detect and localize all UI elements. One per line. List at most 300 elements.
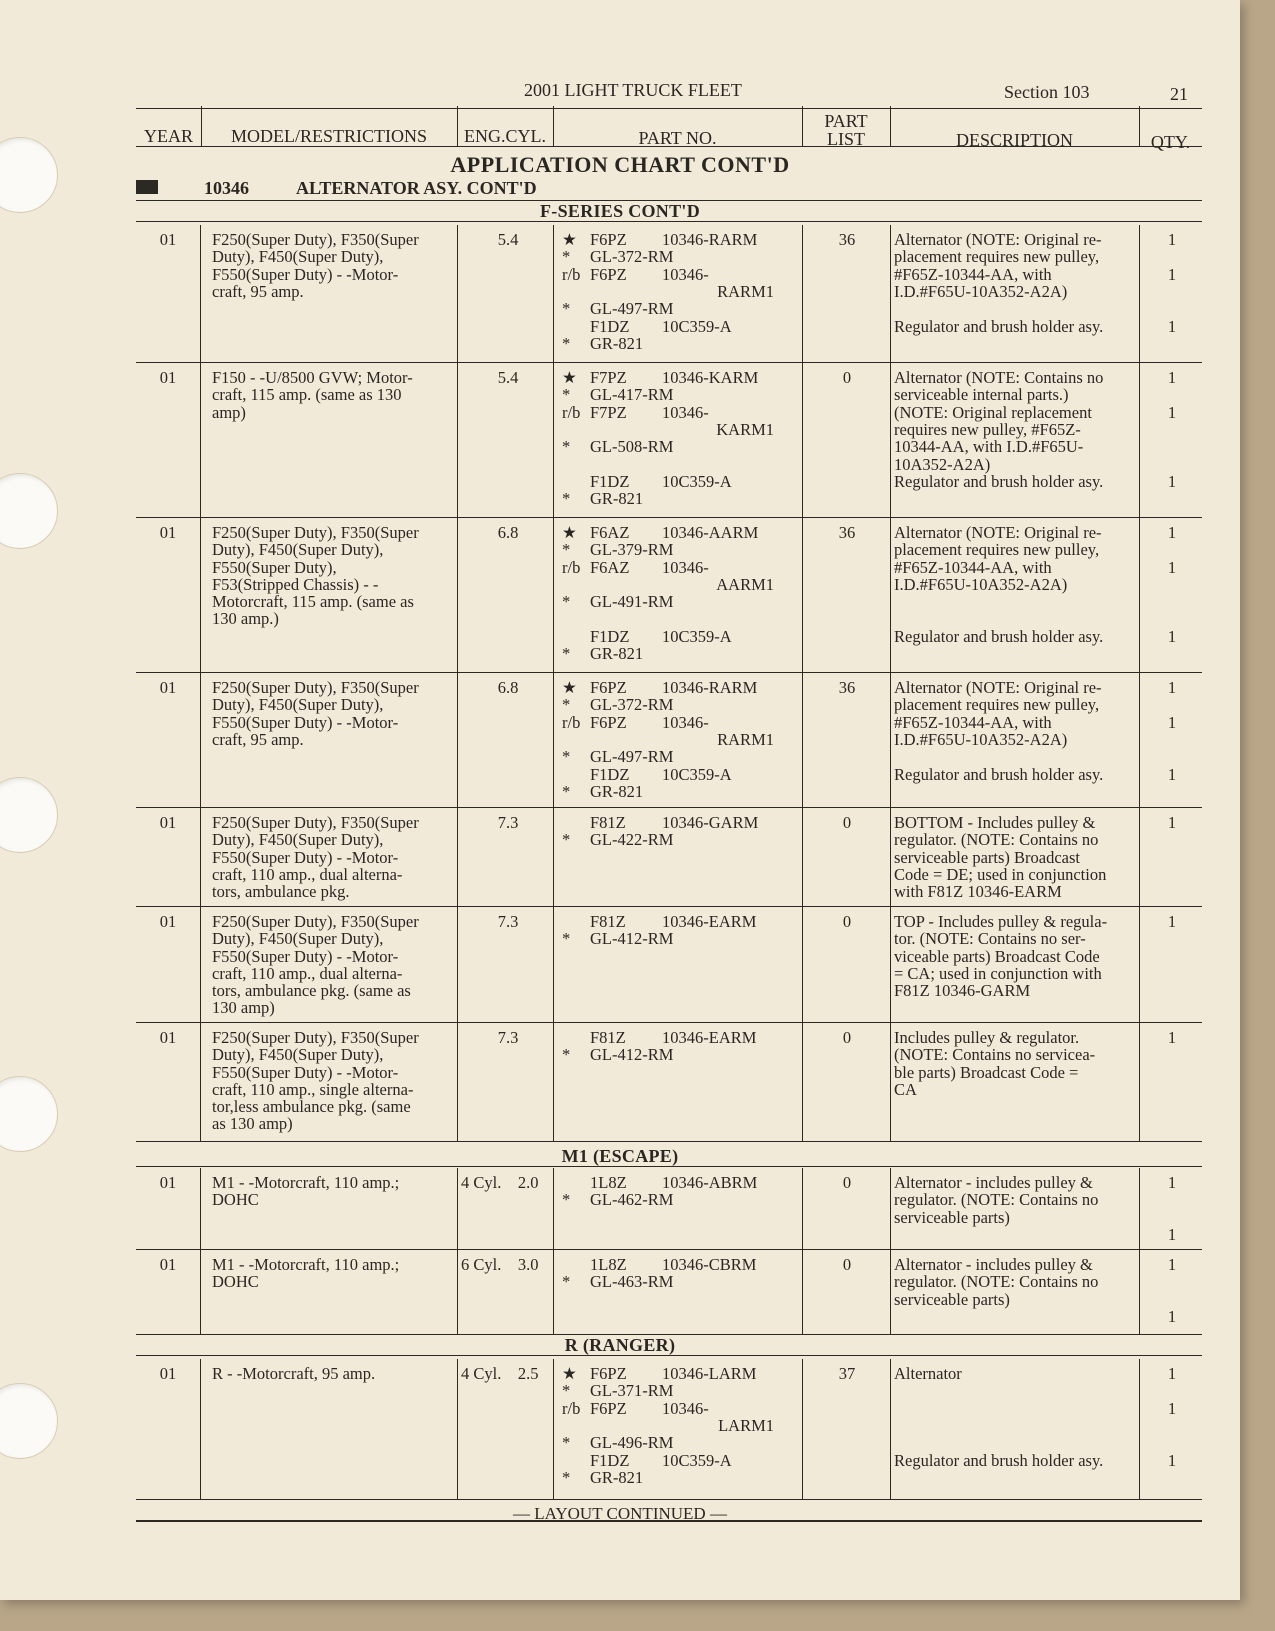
column-divider [802,1359,803,1500]
layout-continued-note: — LAYOUT CONTINUED — [513,1504,727,1523]
series-heading: F-SERIES CONT'D [539,201,701,221]
column-divider [890,1168,891,1250]
model-line: F550(Super Duty) - -Motor- [212,847,399,867]
year-cell: 01 [159,230,177,249]
model-line: F250(Super Duty), F350(Super [212,912,419,931]
part-a: GL-463-RM [590,1272,674,1292]
quantity-value: 1 [1167,557,1177,577]
column-divider [200,808,201,907]
model-line: Duty), F450(Super Duty), [212,929,384,949]
part-a: GL-417-RM [590,385,674,405]
part-pfx: r/b [562,402,581,422]
model-line: Duty), F450(Super Duty), [212,695,384,715]
part-c: 10346-KARM [662,368,759,387]
column-header-qty: QTY. [1150,132,1191,152]
model-cell [212,1029,458,1133]
part-pfx: * [562,644,571,664]
column-divider [802,673,803,808]
part-list-cell: 0 [842,368,852,387]
table-row [136,1023,1202,1142]
model-line: F550(Super Duty) - -Motor- [212,946,399,966]
part-pfx: * [562,1190,571,1210]
model-line: M1 - -Motorcraft, 110 amp.; [212,1255,400,1274]
part-pfx: r/b [562,1398,581,1418]
quantity-value: 1 [1167,912,1177,931]
column-header-model: MODEL/RESTRICTIONS [230,126,427,146]
model-line: F550(Super Duty), [212,557,337,577]
description-line: BOTTOM - Includes pulley & [894,813,1096,832]
description-line: ble parts) Broadcast Code = [894,1062,1079,1082]
part-pfx: r/b [562,264,581,284]
series-heading: M1 (ESCAPE) [561,1146,679,1166]
part-a: GR-821 [590,333,644,353]
description-line: serviceable parts) [894,1207,1010,1227]
description-line: regulator. (NOTE: Contains no [894,830,1099,850]
quantity-value: 1 [1167,1398,1177,1418]
table-row [136,1250,1202,1335]
description-line: Alternator - includes pulley & [894,1173,1093,1192]
table-row [136,907,1202,1023]
model-line: as 130 amp) [212,1114,293,1134]
part-c: 10C359-A [662,626,732,646]
column-header-description: DESCRIPTION [955,130,1073,150]
chart-title: APPLICATION CHART CONT'D [450,152,790,177]
quantity-value: 1 [1167,523,1177,542]
model-line: Duty), F450(Super Duty), [212,247,384,267]
description-line: serviceable parts) [894,1289,1010,1309]
page-header-title: 2001 LIGHT TRUCK FLEET [524,80,742,100]
model-line: craft, 110 amp., dual alterna- [212,963,403,983]
part-pfx: * [562,489,571,509]
column-header-part: PART NO. [638,128,717,148]
model-cell [212,1174,458,1209]
model-line: Duty), F450(Super Duty), [212,1045,384,1065]
year-cell: 01 [159,1028,177,1047]
description-line: Alternator (NOTE: Contains no [894,368,1104,387]
model-cell [212,913,458,1017]
model-line: tors, ambulance pkg. (same as [212,981,411,1001]
model-line: M1 - -Motorcraft, 110 amp.; [212,1173,400,1192]
model-line: F250(Super Duty), F350(Super [212,1028,419,1047]
assembly-code: 10346 [204,178,249,198]
series-heading-rule [136,221,1202,222]
header-rule [136,108,1202,109]
description-line: CA [894,1079,917,1099]
part-c: 10346-EARM [662,912,757,931]
part-cr: RARM1 [717,281,774,301]
description-line: = CA; used in conjunction with [894,963,1102,983]
engine-cell: 5.4 [497,230,519,249]
part-a: GL-497-RM [590,747,674,767]
column-divider [200,1168,201,1250]
column-divider [1139,808,1140,907]
model-line: F550(Super Duty) - -Motor- [212,712,399,732]
table-row [136,1359,1202,1500]
part-list-cell: 36 [838,523,856,542]
part-cr: LARM1 [718,1415,774,1435]
part-a: F7PZ [590,368,627,387]
column-divider [890,1250,891,1335]
series-heading-rule [136,1166,1202,1167]
description-line: regulator. (NOTE: Contains no [894,1272,1099,1292]
description-line: placement requires new pulley, [894,540,1100,560]
quantity-value: 1 [1167,471,1177,491]
description-line: Regulator and brush holder asy. [894,764,1104,784]
model-line: craft, 95 amp. [212,281,304,301]
quantity-value: 1 [1167,626,1177,646]
quantity-value: 1 [1167,1306,1177,1326]
description-line: Alternator (NOTE: Original re- [894,678,1102,697]
part-c: 10346-LARM [662,1364,757,1383]
part-a: GR-821 [590,781,644,801]
description-line: #F65Z-10344-AA, with [894,557,1052,577]
year-cell: 01 [159,523,177,542]
model-line: 130 amp.) [212,609,279,629]
column-divider [200,225,201,363]
part-a: GR-821 [590,644,644,664]
part-a: F1DZ [590,626,630,646]
column-divider [890,518,891,673]
model-line: craft, 115 amp. (same as 130 [212,385,402,405]
model-line: Duty), F450(Super Duty), [212,830,384,850]
part-pfx: * [562,437,571,457]
part-list-cell: 0 [842,1028,852,1047]
description-line: serviceable parts) Broadcast [894,847,1080,867]
part-pfx: * [562,695,571,715]
column-divider [1139,673,1140,808]
part-list-cell: 36 [838,230,856,249]
quantity-value: 1 [1167,1224,1177,1244]
part-a: GL-491-RM [590,592,674,612]
quantity-value: 1 [1167,1173,1177,1192]
table-row [136,673,1202,808]
part-a: GL-371-RM [590,1381,674,1401]
year-cell: 01 [159,1255,177,1274]
column-divider [1139,518,1140,673]
part-a: GR-821 [590,489,644,509]
quantity-value: 1 [1167,230,1177,249]
column-divider [890,1359,891,1500]
part-a: 1L8Z [590,1255,627,1274]
model-cell [212,1256,458,1291]
part-pfx: * [562,1045,571,1065]
description-line: F81Z 10346-GARM [894,981,1031,1001]
part-pfx: * [562,1272,571,1292]
description-line: I.D.#F65U-10A352-A2A) [894,729,1068,749]
part-pfx: * [562,333,571,353]
description-line: 10A352-A2A) [894,454,991,474]
part-pfx: * [562,830,571,850]
part-pfx: * [562,385,571,405]
part-cr: KARM1 [716,419,774,439]
column-divider [890,907,891,1023]
description-line: placement requires new pulley, [894,247,1100,267]
description-line: (NOTE: Contains no servicea- [894,1045,1096,1065]
part-a: F81Z [590,1028,626,1047]
quantity-value: 1 [1167,368,1177,387]
binder-hole [0,777,58,853]
description-line: I.D.#F65U-10A352-A2A) [894,574,1068,594]
part-c: 10C359-A [662,471,732,491]
part-pfx: r/b [562,712,581,732]
series-heading-rule [136,1355,1202,1356]
model-line: F150 - -U/8500 GVW; Motor- [212,368,413,387]
column-header-eng: ENG.CYL. [464,126,546,146]
part-c: 10C359-A [662,764,732,784]
description-line: placement requires new pulley, [894,695,1100,715]
model-line: craft, 110 amp., dual alterna- [212,864,403,884]
model-cell [212,679,458,748]
part-a: F6AZ [590,557,630,577]
model-line: craft, 110 amp., single alterna- [212,1079,414,1099]
table-row [136,808,1202,907]
part-c: 10346-RARM [662,678,758,697]
part-pfx: ★ [562,678,577,697]
column-divider [802,518,803,673]
model-line: amp) [212,402,246,422]
part-a: F1DZ [590,316,630,336]
part-a: F1DZ [590,471,630,491]
model-line: tors, ambulance pkg. [212,882,350,902]
part-pfx: r/b [562,557,581,577]
description-line: Regulator and brush holder asy. [894,316,1104,336]
column-header-year: YEAR [144,126,193,146]
column-divider [802,1023,803,1142]
model-cell [212,524,458,628]
model-line: F550(Super Duty) - -Motor- [212,264,399,284]
column-divider [1139,225,1140,363]
part-pfx: * [562,1433,571,1453]
part-c: 10346-EARM [662,1028,757,1047]
description-line: Alternator [894,1364,962,1383]
column-header-rule [136,146,1202,147]
model-line: F550(Super Duty) - -Motor- [212,1062,399,1082]
part-pfx: * [562,747,571,767]
column-divider [890,1023,891,1142]
part-list-cell: 0 [842,1173,852,1192]
description-line: viceable parts) Broadcast Code [894,946,1100,966]
column-divider [890,225,891,363]
description-line: regulator. (NOTE: Contains no [894,1190,1099,1210]
quantity-value: 1 [1167,1028,1177,1047]
column-divider [200,1250,201,1335]
description-line: serviceable internal parts.) [894,385,1069,405]
part-a: GL-422-RM [590,830,674,850]
part-a: F7PZ [590,402,627,422]
part-list-cell: 0 [842,1255,852,1274]
column-header-list-1: PART [824,111,868,131]
part-a: F6AZ [590,523,630,542]
part-list-cell: 0 [842,813,852,832]
model-cell [212,1365,458,1382]
column-divider [1139,1023,1140,1142]
column-divider [802,907,803,1023]
model-line: F53(Stripped Chassis) - - [212,574,379,594]
description-line: with F81Z 10346-EARM [894,882,1062,902]
part-a: F1DZ [590,1450,630,1470]
assembly-name: ALTERNATOR ASY. CONT'D [296,178,537,198]
binder-hole [0,1383,58,1459]
part-pfx: ★ [562,1364,577,1383]
table-row [136,363,1202,518]
part-a: GL-372-RM [590,247,674,267]
part-a: F81Z [590,813,626,832]
part-a: GL-412-RM [590,929,674,949]
column-divider [200,907,201,1023]
quantity-value: 1 [1167,764,1177,784]
column-divider [890,363,891,518]
column-divider [200,1023,201,1142]
part-c: 10346-CBRM [662,1255,757,1274]
model-line: craft, 95 amp. [212,729,304,749]
part-c: 10346- [662,264,709,284]
column-divider [200,363,201,518]
column-divider [200,1359,201,1500]
part-list-cell: 0 [842,912,852,931]
page-number: 21 [1170,84,1188,104]
engine-cell: 4 Cyl. 2.0 [461,1173,539,1192]
description-line: Regulator and brush holder asy. [894,471,1104,491]
column-divider [1139,907,1140,1023]
part-pfx: * [562,247,571,267]
model-line: F250(Super Duty), F350(Super [212,678,419,697]
part-c: 10346- [662,1398,709,1418]
model-line: F250(Super Duty), F350(Super [212,813,419,832]
part-a: GR-821 [590,1467,644,1487]
part-a: F6PZ [590,264,627,284]
description-line: Includes pulley & regulator. [894,1028,1080,1047]
quantity-value: 1 [1167,1450,1177,1470]
engine-cell: 7.3 [497,1028,519,1047]
part-a: F6PZ [590,230,627,249]
part-a: 1L8Z [590,1173,627,1192]
engine-cell: 6 Cyl. 3.0 [461,1255,539,1274]
section-marker [136,180,158,194]
engine-cell: 5.4 [497,368,519,387]
quantity-value: 1 [1167,1364,1177,1383]
part-cr: AARM1 [716,574,774,594]
quantity-value: 1 [1167,316,1177,336]
part-pfx: * [562,781,571,801]
part-c: 10346- [662,402,709,422]
description-line: (NOTE: Original replacement [894,402,1092,422]
column-divider [802,808,803,907]
year-cell: 01 [159,1173,177,1192]
column-divider [802,363,803,518]
part-c: 10C359-A [662,316,732,336]
part-a: GL-412-RM [590,1045,674,1065]
quantity-value: 1 [1167,813,1177,832]
series-heading: R (RANGER) [564,1335,676,1355]
part-a: GL-497-RM [590,299,674,319]
year-cell: 01 [159,368,177,387]
column-divider [890,808,891,907]
column-divider [1139,1250,1140,1335]
part-c: 10346-RARM [662,230,758,249]
description-line: Regulator and brush holder asy. [894,626,1104,646]
column-divider [1139,1359,1140,1500]
model-line: Duty), F450(Super Duty), [212,540,384,560]
part-c: 10346-AARM [662,523,759,542]
description-line: TOP - Includes pulley & regula- [894,912,1108,931]
description-line: Alternator (NOTE: Original re- [894,523,1102,542]
part-a: F6PZ [590,678,627,697]
description-line: requires new pulley, #F65Z- [894,419,1081,439]
column-divider [1139,1168,1140,1250]
model-line: DOHC [212,1272,259,1292]
model-cell [212,231,458,300]
description-line: Alternator (NOTE: Original re- [894,230,1102,249]
model-line: 130 amp) [212,998,275,1018]
description-line: Regulator and brush holder asy. [894,1450,1104,1470]
description-line: 10344-AA, with I.D.#F65U- [894,437,1084,457]
part-cr: RARM1 [717,729,774,749]
engine-cell: 6.8 [497,523,519,542]
part-a: F6PZ [590,712,627,732]
part-a: F6PZ [590,1398,627,1418]
table-row [136,225,1202,363]
year-cell: 01 [159,813,177,832]
part-pfx: * [562,929,571,949]
part-pfx: ★ [562,230,577,249]
year-cell: 01 [159,1364,177,1383]
column-divider [1139,363,1140,518]
quantity-value: 1 [1167,678,1177,697]
part-c: 10346- [662,557,709,577]
model-cell [212,369,458,421]
model-line: DOHC [212,1190,259,1210]
quantity-value: 1 [1167,264,1177,284]
row-divider [136,1499,1202,1500]
model-line: F250(Super Duty), F350(Super [212,230,419,249]
part-list-cell: 37 [838,1364,856,1383]
part-a: GL-508-RM [590,437,674,457]
description-line: tor. (NOTE: Contains no ser- [894,929,1086,949]
column-divider [802,225,803,363]
engine-cell: 4 Cyl. 2.5 [461,1364,539,1383]
part-pfx: * [562,1467,571,1487]
part-a: GL-372-RM [590,695,674,715]
description-line: I.D.#F65U-10A352-A2A) [894,281,1068,301]
column-divider [890,673,891,808]
model-line: F250(Super Duty), F350(Super [212,523,419,542]
part-c: 10346-GARM [662,813,759,832]
model-cell [212,814,458,900]
part-pfx: ★ [562,523,577,542]
table-row [136,518,1202,673]
year-cell: 01 [159,678,177,697]
part-pfx: * [562,299,571,319]
part-a: F1DZ [590,764,630,784]
description-line: Alternator - includes pulley & [894,1255,1093,1274]
part-a: GL-496-RM [590,1433,674,1453]
description-line: Code = DE; used in conjunction [894,864,1107,884]
binder-hole [0,1076,58,1152]
engine-cell: 6.8 [497,678,519,697]
quantity-value: 1 [1167,402,1177,422]
part-c: 10C359-A [662,1450,732,1470]
model-line: tor,less ambulance pkg. (same [212,1097,411,1117]
binder-hole [0,473,58,549]
part-a: F6PZ [590,1364,627,1383]
page-header-section: Section 103 [1004,82,1090,102]
engine-cell: 7.3 [497,813,519,832]
column-divider [802,1250,803,1335]
engine-cell: 7.3 [497,912,519,931]
model-line: Motorcraft, 115 amp. (same as [212,592,414,612]
column-divider [802,1168,803,1250]
part-a: F81Z [590,912,626,931]
